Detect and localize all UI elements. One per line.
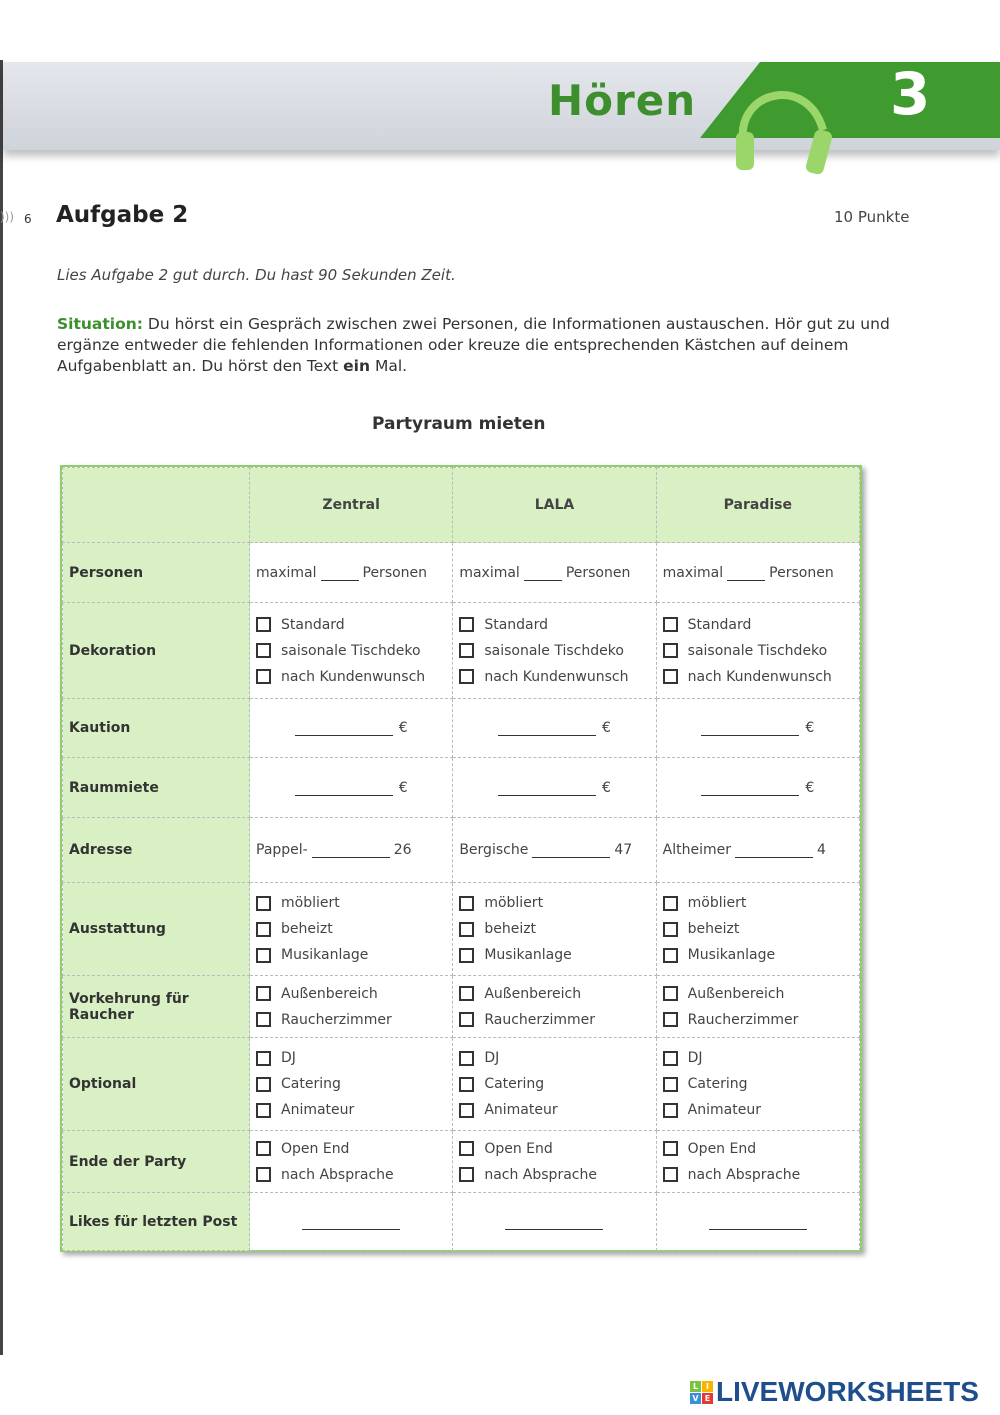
checkbox[interactable]: [663, 669, 678, 684]
answer-blank[interactable]: [532, 843, 610, 858]
checkbox-option[interactable]: [663, 1045, 853, 1071]
table: [62, 467, 860, 1251]
checkbox-label: beheizt: [281, 921, 333, 937]
answer-blank[interactable]: [498, 721, 596, 736]
table-row: [63, 1131, 860, 1193]
checkbox-option[interactable]: [459, 981, 649, 1007]
checkbox[interactable]: [256, 922, 271, 937]
table-title: Partyraum mieten: [372, 414, 546, 434]
suffix: Personen: [565, 564, 631, 581]
checkbox[interactable]: [256, 1051, 271, 1066]
table-cell: [250, 1038, 453, 1131]
table-cell: [250, 1131, 453, 1193]
answer-blank[interactable]: [498, 781, 596, 796]
checkbox-option[interactable]: [459, 1071, 649, 1097]
checkbox[interactable]: [459, 1077, 474, 1092]
checkbox-option[interactable]: [459, 1097, 649, 1123]
checkbox-label: DJ: [484, 1050, 500, 1066]
section-title: Hören: [548, 76, 697, 125]
checkbox-label: Animateur: [281, 1102, 355, 1118]
table-cell: [453, 1193, 656, 1251]
checkbox-label: Open End: [687, 1140, 757, 1157]
answer-blank[interactable]: [524, 566, 562, 581]
checkbox-label: nach Kundenwunsch: [281, 668, 426, 685]
checkbox-option[interactable]: [256, 890, 446, 916]
table-cell: [250, 758, 453, 818]
checkbox-option[interactable]: [256, 942, 446, 968]
prefix: maximal: [662, 564, 724, 581]
checkbox[interactable]: [256, 948, 271, 963]
house-number: 47: [614, 842, 633, 858]
situation-label: Situation:: [57, 315, 143, 333]
checkbox-option[interactable]: [256, 664, 446, 690]
checkbox-label: Raucherzimmer: [281, 1011, 392, 1028]
house-number: 26: [393, 842, 412, 858]
checkbox-label: Raucherzimmer: [484, 1011, 596, 1028]
checkbox-option[interactable]: [459, 890, 649, 916]
checkbox-label: beheizt: [484, 921, 537, 937]
checkbox[interactable]: [256, 1012, 271, 1027]
table-cell: [453, 1038, 656, 1131]
checkbox-option[interactable]: [459, 1007, 649, 1033]
checkbox-option[interactable]: [663, 1136, 853, 1162]
checkbox-option[interactable]: [663, 942, 853, 968]
checkbox[interactable]: [459, 1012, 474, 1027]
checkbox-label: Catering: [281, 1076, 341, 1092]
table-cell: [656, 543, 859, 603]
answer-blank[interactable]: [295, 781, 393, 796]
table-cell: [250, 883, 453, 976]
checkbox-option[interactable]: [459, 1045, 649, 1071]
checkbox-label: nach Absprache: [281, 1166, 394, 1183]
checkbox-label: Außenbereich: [281, 985, 378, 1002]
table-row: [63, 758, 860, 818]
checkbox-option[interactable]: [459, 612, 649, 638]
checkbox[interactable]: [256, 669, 271, 684]
situation-text: [57, 314, 897, 377]
answer-blank[interactable]: [321, 566, 359, 581]
checkbox[interactable]: [663, 1012, 678, 1027]
checkbox-label: Musikanlage: [687, 947, 776, 963]
row-label: Ausstattung: [63, 883, 250, 976]
checkbox-option[interactable]: [663, 916, 853, 942]
situation-part: Du hörst ein Gespräch zwischen zwei Personen, die Informationen austauschen. Hör gut zu und ergänze entweder die fehlenden Informationen oder kreuze die entsprechenden Kästchen auf deinem Aufgabenblatt an. Du hörst den Text: [57, 315, 890, 375]
checkbox-option[interactable]: [459, 916, 649, 942]
table-row: [63, 543, 860, 603]
checkbox[interactable]: [663, 922, 678, 937]
row-label: Ende der Party: [63, 1131, 250, 1193]
currency: €: [398, 720, 408, 736]
table-cell: [250, 818, 453, 883]
table-cell: [656, 699, 859, 758]
checkbox-option[interactable]: [256, 1136, 446, 1162]
checkbox-label: Standard: [484, 616, 549, 633]
table-cell: [453, 1131, 656, 1193]
checkbox-option[interactable]: [256, 612, 446, 638]
checkbox[interactable]: [663, 1077, 678, 1092]
checkbox[interactable]: [459, 1103, 474, 1118]
checkbox[interactable]: [459, 643, 474, 658]
checkbox[interactable]: [663, 617, 678, 632]
checkbox-label: DJ: [687, 1050, 703, 1066]
chapter-number: 3: [890, 60, 931, 128]
track-number: 6: [24, 212, 32, 226]
checkbox-option[interactable]: [256, 1162, 446, 1188]
checkbox-option[interactable]: [663, 664, 853, 690]
table-cell: [656, 883, 859, 976]
checkbox-label: möbliert: [281, 895, 340, 911]
checkbox[interactable]: [663, 1141, 678, 1156]
street-prefix: Altheimer: [662, 842, 731, 858]
table-cell: [250, 543, 453, 603]
checkbox[interactable]: [663, 1103, 678, 1118]
row-label: Personen: [63, 543, 250, 603]
checkbox[interactable]: [256, 1103, 271, 1118]
logo-letter: L: [690, 1381, 701, 1392]
checkbox[interactable]: [459, 986, 474, 1001]
table-row: [63, 976, 860, 1038]
table-row: [63, 1038, 860, 1131]
answer-blank[interactable]: [727, 566, 765, 581]
logo-letter: I: [702, 1381, 713, 1392]
column-header: Zentral: [250, 468, 453, 543]
street-prefix: Pappel-: [256, 842, 308, 858]
checkbox-label: nach Absprache: [484, 1166, 597, 1183]
checkbox[interactable]: [663, 948, 678, 963]
answer-table: [60, 465, 862, 1252]
checkbox[interactable]: [459, 1141, 474, 1156]
row-label: Optional: [63, 1038, 250, 1131]
checkbox-label: Open End: [484, 1140, 553, 1157]
currency: €: [805, 720, 815, 736]
table-cell: [453, 883, 656, 976]
table-cell: [656, 1193, 859, 1251]
checkbox[interactable]: [256, 1141, 271, 1156]
table-cell: [656, 603, 859, 699]
checkbox-label: Raucherzimmer: [687, 1011, 799, 1028]
row-label: Raummiete: [63, 758, 250, 818]
table-header-row: [63, 468, 860, 543]
answer-blank[interactable]: [302, 1215, 400, 1230]
checkbox-option[interactable]: [663, 1162, 853, 1188]
table-row: [63, 883, 860, 976]
currency: €: [602, 779, 611, 796]
answer-blank[interactable]: [295, 721, 393, 736]
header-corner: [63, 468, 250, 543]
prefix: maximal: [459, 564, 520, 581]
checkbox-label: Musikanlage: [281, 947, 369, 963]
checkbox-option[interactable]: [256, 1007, 446, 1033]
checkbox-label: Open End: [281, 1140, 350, 1157]
row-label: Kaution: [63, 699, 250, 758]
checkbox-label: Standard: [687, 616, 752, 633]
suffix: Personen: [769, 564, 834, 581]
checkbox-label: saisonale Tischdeko: [687, 642, 828, 659]
checkbox-option[interactable]: [663, 1007, 853, 1033]
table-row: [63, 699, 860, 758]
table-cell: [250, 699, 453, 758]
table-row: [63, 603, 860, 699]
checkbox[interactable]: [459, 1051, 474, 1066]
table-cell: [453, 543, 656, 603]
checkbox-label: nach Kundenwunsch: [484, 668, 629, 685]
logo-letter: E: [702, 1393, 713, 1404]
checkbox-option[interactable]: [459, 664, 649, 690]
checkbox-label: saisonale Tischdeko: [484, 642, 624, 659]
checkbox-option[interactable]: [459, 942, 649, 968]
table-cell: [656, 1038, 859, 1131]
checkbox-option[interactable]: [256, 1071, 446, 1097]
table-cell: [250, 1193, 453, 1251]
table-cell: [453, 758, 656, 818]
checkbox-option[interactable]: [256, 981, 446, 1007]
checkbox-label: Musikanlage: [484, 947, 572, 963]
table-cell: [250, 603, 453, 699]
checkbox[interactable]: [256, 1077, 271, 1092]
checkbox[interactable]: [663, 643, 678, 658]
checkbox-label: Animateur: [687, 1102, 761, 1118]
table-cell: [453, 976, 656, 1038]
task-title: Aufgabe 2: [56, 202, 189, 228]
logo-icon: [690, 1381, 713, 1404]
liveworksheets-logo: [690, 1376, 979, 1408]
checkbox-label: nach Absprache: [687, 1166, 801, 1183]
row-label: Adresse: [63, 818, 250, 883]
checkbox[interactable]: [663, 896, 678, 911]
table-cell: [453, 699, 656, 758]
checkbox-label: Animateur: [484, 1102, 558, 1118]
checkbox-label: Außenbereich: [687, 985, 785, 1002]
checkbox[interactable]: [663, 1051, 678, 1066]
checkbox-label: saisonale Tischdeko: [281, 642, 421, 659]
situation-part: Mal.: [370, 357, 408, 375]
checkbox-option[interactable]: [256, 1045, 446, 1071]
checkbox-option[interactable]: [459, 638, 649, 664]
checkbox-label: möbliert: [484, 895, 544, 911]
answer-blank[interactable]: [701, 721, 799, 736]
checkbox[interactable]: [256, 617, 271, 632]
checkbox-label: Catering: [687, 1076, 748, 1092]
checkbox-option[interactable]: [663, 1071, 853, 1097]
checkbox[interactable]: [256, 1167, 271, 1182]
checkbox-label: beheizt: [687, 921, 740, 937]
checkbox-option[interactable]: [663, 1097, 853, 1123]
suffix: Personen: [362, 564, 428, 581]
answer-blank[interactable]: [709, 1215, 807, 1230]
house-number: 4: [817, 842, 826, 858]
prefix: maximal: [256, 564, 317, 581]
checkbox[interactable]: [459, 948, 474, 963]
situation-bold: ein: [343, 357, 371, 375]
logo-text: LIVEWORKSHEETS: [716, 1376, 979, 1407]
table-cell: [656, 1131, 859, 1193]
checkbox[interactable]: [459, 1167, 474, 1182]
checkbox-option[interactable]: [459, 1136, 649, 1162]
checkbox-label: möbliert: [687, 895, 747, 911]
table-cell: [656, 976, 859, 1038]
column-header: Paradise: [656, 468, 859, 543]
street-prefix: Bergische: [459, 842, 529, 858]
instruction: Lies Aufgabe 2 gut durch. Du hast 90 Sekunden Zeit.: [57, 266, 456, 284]
answer-blank[interactable]: [735, 843, 813, 858]
row-label: Vorkehrung für Raucher: [63, 976, 250, 1038]
table-cell: [453, 603, 656, 699]
answer-blank[interactable]: [312, 843, 390, 858]
checkbox-label: DJ: [281, 1050, 296, 1066]
currency: €: [805, 779, 815, 796]
checkbox-option[interactable]: [663, 890, 853, 916]
column-header: LALA: [453, 468, 656, 543]
checkbox-option[interactable]: [663, 612, 853, 638]
table-cell: [250, 976, 453, 1038]
checkbox-option[interactable]: [663, 981, 853, 1007]
table-row: [63, 818, 860, 883]
checkbox[interactable]: [663, 1167, 678, 1182]
logo-letter: V: [690, 1393, 701, 1404]
checkbox[interactable]: [459, 922, 474, 937]
table-cell: [656, 818, 859, 883]
checkbox-option[interactable]: [663, 638, 853, 664]
checkbox[interactable]: [663, 986, 678, 1001]
checkbox[interactable]: [256, 643, 271, 658]
checkbox-option[interactable]: [256, 1097, 446, 1123]
checkbox[interactable]: [256, 896, 271, 911]
points: 10 Punkte: [834, 208, 910, 226]
checkbox[interactable]: [459, 669, 474, 684]
checkbox-label: Catering: [484, 1076, 545, 1092]
page-edge: [0, 60, 3, 1355]
row-label: Dekoration: [63, 603, 250, 699]
checkbox-option[interactable]: [459, 1162, 649, 1188]
currency: €: [602, 720, 611, 736]
checkbox-option[interactable]: [256, 916, 446, 942]
checkbox[interactable]: [459, 896, 474, 911]
table-row: [63, 1193, 860, 1251]
checkbox[interactable]: [256, 986, 271, 1001]
currency: €: [398, 779, 408, 796]
checkbox-option[interactable]: [256, 638, 446, 664]
checkbox-label: nach Kundenwunsch: [687, 668, 832, 685]
checkbox-label: Außenbereich: [484, 985, 582, 1002]
table-cell: [656, 758, 859, 818]
answer-blank[interactable]: [505, 1215, 603, 1230]
checkbox[interactable]: [459, 617, 474, 632]
audio-icon[interactable]: ))): [0, 210, 15, 224]
table-cell: [453, 818, 656, 883]
checkbox-label: Standard: [281, 616, 345, 633]
row-label: Likes für letzten Post: [63, 1193, 250, 1251]
headphones-icon: [728, 70, 838, 180]
answer-blank[interactable]: [701, 781, 799, 796]
